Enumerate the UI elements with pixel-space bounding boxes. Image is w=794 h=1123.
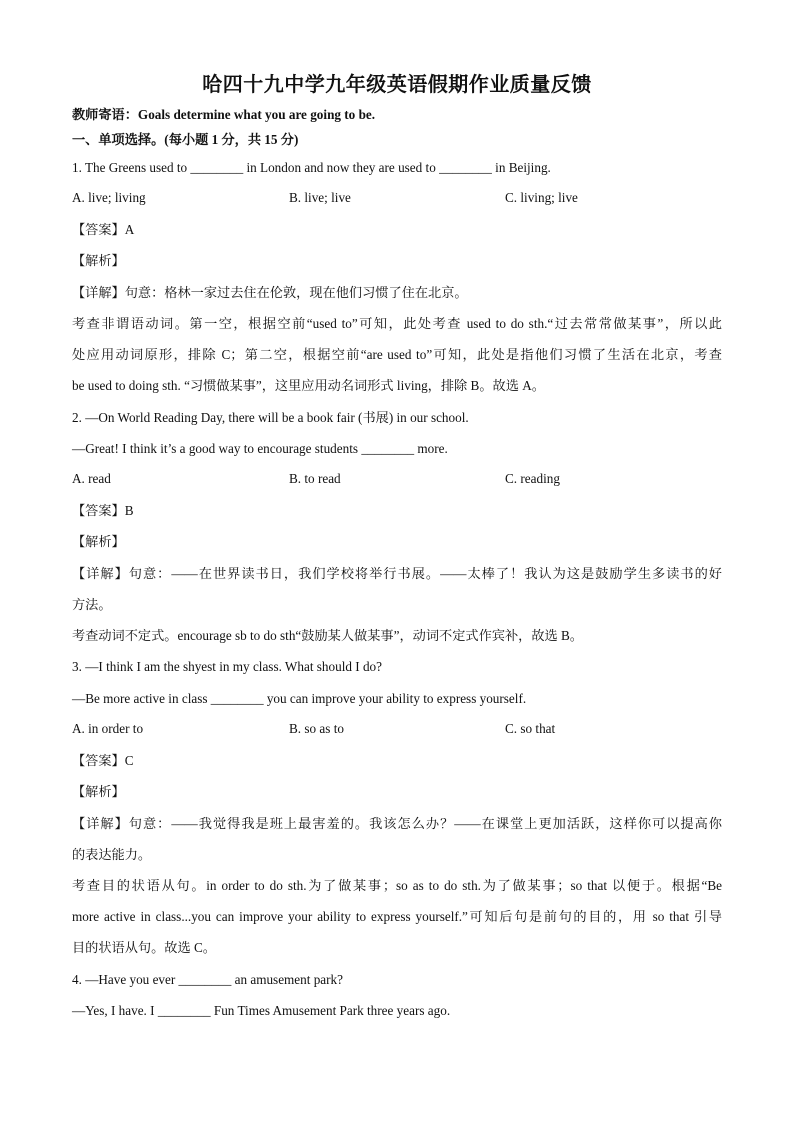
question-3-stem: 3. —I think I am the shyest in my class. What should I do? (72, 659, 382, 674)
question-3-detail-line: 【详解】句意：——我觉得我是班上最害羞的。我该怎么办？——在课堂上更加活跃，这样你可以提高你 (72, 816, 722, 831)
question-2-detail-line: 方法。 (72, 597, 112, 612)
question-3-detail-line: 考查目的状语从句。in order to do sth.为了做某事；so as to do sth.为了做某事；so that 以便于。根据“Be (72, 878, 722, 893)
question-2-detail-line: 【详解】句意：——在世界读书日，我们学校将举行书展。——太棒了！我认为这是鼓励学生多读书的好 (72, 566, 722, 581)
question-1-detail-line: 【详解】句意：格林一家过去住在伦敦，现在他们习惯了住在北京。 (72, 285, 468, 300)
question-2-answer: 【答案】B (72, 503, 134, 518)
question-1-option-c: C. living; live (505, 190, 578, 205)
question-2-analysis-label: 【解析】 (72, 534, 125, 549)
question-2-option-c: C. reading (505, 471, 560, 486)
question-3-analysis-label: 【解析】 (72, 784, 125, 799)
question-3-option-c: C. so that (505, 721, 556, 736)
question-3-detail-line: 目的状语从句。故选 C。 (72, 940, 216, 955)
teacher-note: 教师寄语：Goals determine what you are going to be. (72, 107, 376, 122)
question-4-stem: 4. —Have you ever ________ an amusement park? (72, 972, 343, 987)
question-3-detail-line: 的表达能力。 (72, 847, 152, 862)
question-3-option-b: B. so as to (289, 721, 344, 736)
question-2-option-b: B. to read (289, 471, 341, 486)
question-2-option-a: A. read (72, 471, 111, 486)
question-1-detail-line: be used to doing sth. “习惯做某事”，这里应用动名词形式 living，排除 B。故选 A。 (72, 378, 545, 393)
page-title: 哈四十九中学九年级英语假期作业质量反馈 (202, 74, 592, 96)
question-3-option-a: A. in order to (72, 721, 144, 736)
question-2-detail-line: 考查动词不定式。encourage sb to do sth“鼓励某人做某事”，动词不定式作宾补，故选 B。 (72, 628, 583, 643)
question-4-reply: —Yes, I have. I ________ Fun Times Amusement Park three years ago. (72, 1003, 451, 1018)
question-1-detail-line: 考查非谓语动词。第一空，根据空前“used to”可知，此处考查 used to do sth.“过去常常做某事”，所以此 (72, 316, 722, 331)
question-1-stem: 1. The Greens used to ________ in London and now they are used to ________ in Beijing. (72, 160, 551, 175)
question-2-reply: —Great! I think it’s a good way to encourage students ________ more. (72, 441, 448, 456)
question-2-stem: 2. —On World Reading Day, there will be a book fair (书展) in our school. (72, 410, 469, 425)
question-1-analysis-label: 【解析】 (72, 253, 125, 268)
question-3-detail-line: more active in class...you can improve your ability to express yourself.”可知后句是前句的目的，用 so that 引导 (72, 909, 722, 924)
question-1-option-a: A. live; living (72, 190, 146, 205)
question-1-option-b: B. live; live (289, 190, 351, 205)
section-heading: 一、单项选择。(每小题 1 分，共 15 分) (72, 132, 299, 147)
question-1-answer: 【答案】A (72, 222, 135, 237)
question-1-detail-line: 处应用动词原形，排除 C；第二空，根据空前“are used to”可知，此处是指他们习惯了生活在北京，考查 (72, 347, 722, 362)
question-3-reply: —Be more active in class ________ you can improve your ability to express yourself. (72, 691, 527, 706)
question-3-answer: 【答案】C (72, 753, 134, 768)
